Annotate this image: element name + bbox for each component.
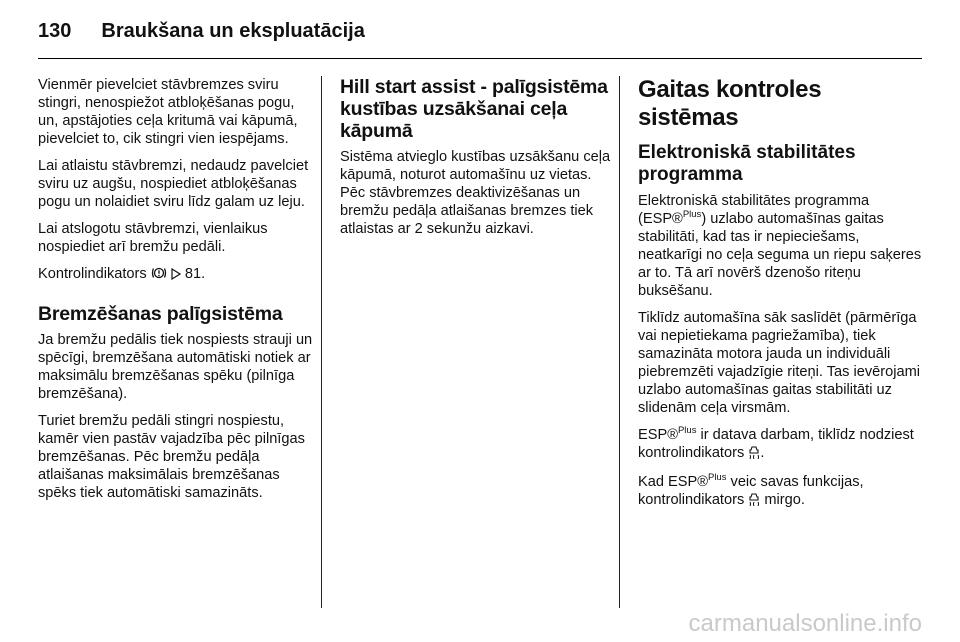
esp-ready-start: ESP® (638, 427, 678, 443)
esp-active-start: Kad ESP® (638, 474, 708, 490)
page-reference-arrow-icon (171, 267, 181, 285)
brake-warning-icon (151, 266, 167, 285)
plus-superscript: Plus (682, 209, 702, 221)
esp-intro-start: Elektroniskā stabilitātes programma (ESP® (638, 193, 870, 227)
heading-driving-control-systems: Gaitas kontroles sistēmas (638, 76, 822, 131)
paragraph-brake-assist-2: Turiet bremžu pedāli stingri nospiestu, kamēr vien pastāv vajadzība pēc pilnīgas bremzēšanas. Pēc bremžu pedāļa atlaišanas maksimālais bremzēšanas spēks tiek automātiski samazināts. (38, 413, 305, 501)
indicator-label: Kontrolindikators (38, 266, 147, 282)
paragraph-esp-intro (638, 192, 924, 300)
column-divider-2 (619, 76, 620, 608)
esp-active-end: mirgo. (760, 492, 805, 508)
paragraph-esp-skid: Tiklīdz automašīna sāk saslīdēt (pārmērīga vai nepietiekama pagriežamība), tiek samazināta motora jauda un individuāli piebremzēti vajadzīgie riteņi. Tas ievērojami uzlabo automašīnas gaitas stabilitāti uz slidenām ceļa virsmām. (638, 310, 921, 416)
page-title: Braukšana un ekspluatācija (101, 20, 365, 42)
esp-ready-text: ir datava darbam, tiklīdz nodziest kontrolindikators (638, 427, 914, 461)
paragraph-indicator-ref (38, 265, 314, 285)
paragraph-parking-brake-unload: Lai atslogotu stāvbremzi, vienlaikus nospiediet arī bremžu pedāli. (38, 221, 268, 255)
page-header (38, 18, 922, 59)
column-divider-1 (321, 76, 322, 608)
paragraph-parking-brake-apply: Vienmēr pievelciet stāvbremzes sviru stingri, nenospiežot atbloķēšanas pogu, un, apstājoties ceļa kritumā vai kāpumā, pievelciet to, cik stingri vien iespējams. (38, 77, 298, 147)
esp-skid-car-icon (748, 445, 760, 464)
column-left (38, 76, 314, 511)
paragraph-brake-assist-1: Ja bremžu pedālis tiek nospiests strauji un spēcīgi, bremzēšana automātiski notiek ar maksimālu bremzēšanas spēku (pilnīga bremzēšana). (38, 332, 313, 402)
plus-superscript: Plus (677, 425, 697, 437)
heading-esp: Elektroniskā stabilitātes programma (638, 142, 856, 185)
esp-intro-end: ) uzlabo automašīnas gaitas stabilitāti, kad tas ir nepieciešams, neatkarīgi no ceļa seguma un riepu saķeres ar to. Tā arī novērš dzenošo riteņu buksēšanu. (638, 211, 922, 299)
column-middle (340, 76, 612, 247)
watermark: carmanualsonline.info (688, 610, 922, 637)
paragraph-parking-brake-release: Lai atlaistu stāvbremzi, nedaudz pavelciet sviru uz augšu, nospiediet atbloķēšanas pogu un nolaidiet sviru līdz galam uz leju. (38, 158, 309, 210)
paragraph-esp-active (638, 473, 924, 511)
heading-hill-start-assist: Hill start assist - palīgsistēma kustības uzsākšanai ceļa kāpumā (340, 76, 608, 142)
esp-skid-car-icon (748, 492, 760, 511)
page-number: 130 (38, 20, 72, 42)
paragraph-esp-ready: ESP®$^{Plus}$ ir datava darbam, tiklīdz nodziest kontrolindikators . (638, 426, 924, 464)
column-right (638, 76, 924, 520)
indicator-page-ref: 81. (184, 266, 206, 282)
heading-brake-assist: Bremzēšanas palīgsistēma (38, 303, 283, 325)
esp-active-text: veic savas funkcijas, kontrolindikators (638, 474, 864, 508)
paragraph-hill-start-assist: Sistēma atvieglo kustības uzsākšanu ceļa kāpumā, noturot automašīnu uz vietas. Pēc stāvbremzes deaktivizēšanas un bremžu pedāļa atlaišanas bremzes tiek atlaistas ar 2 sekunžu aizkavi. (340, 149, 611, 237)
plus-superscript: Plus (707, 472, 727, 484)
